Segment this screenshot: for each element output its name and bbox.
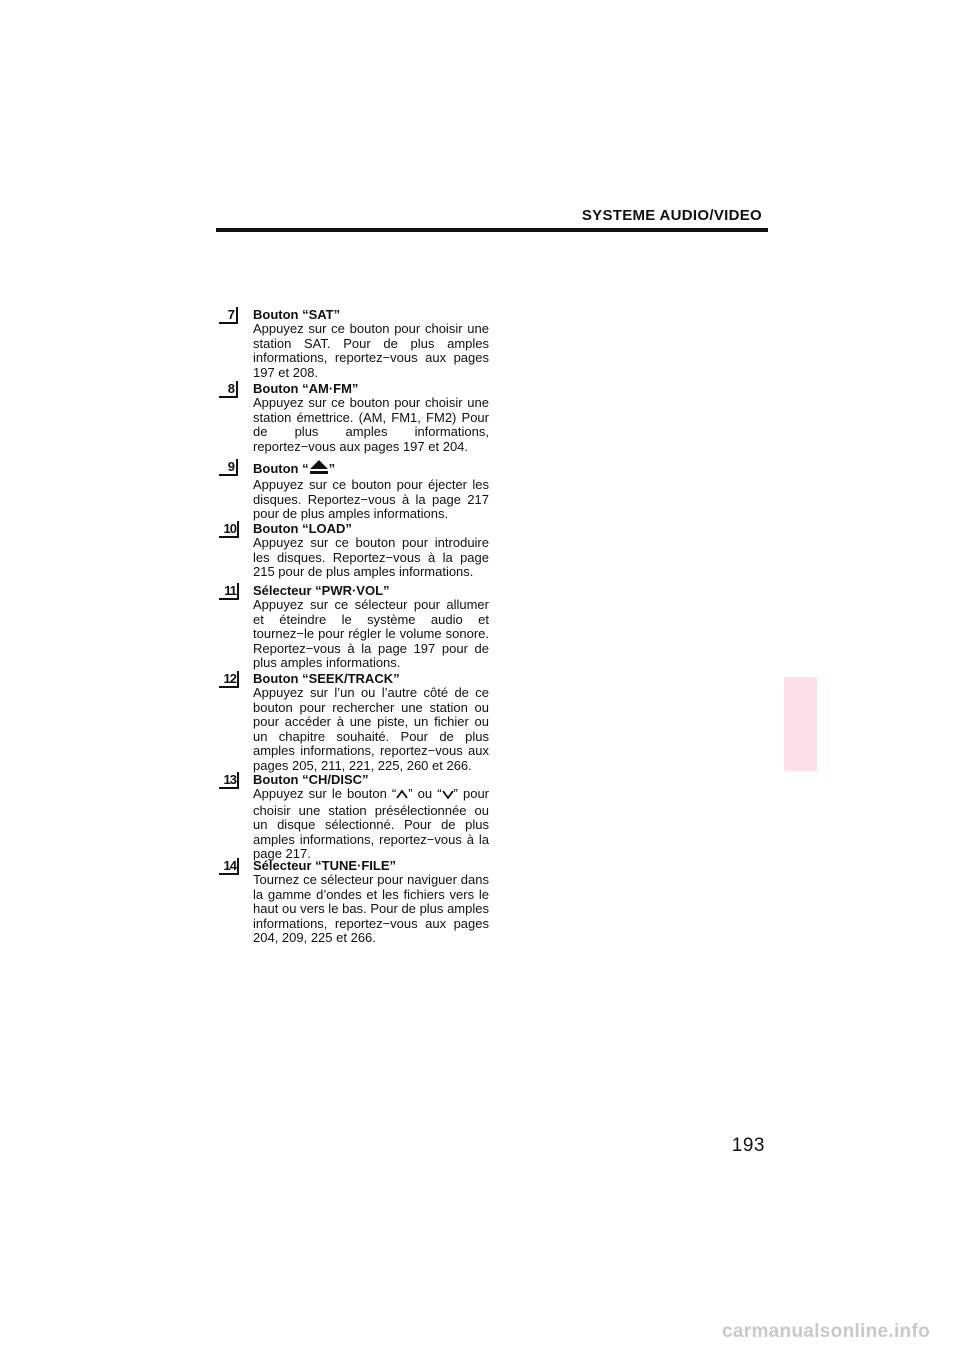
entry-pwr-vol	[219, 583, 489, 671]
body-part: pour choisir une station présélectionnée ou un disque sélectionné. Pour de plus amples informations, reportez−vous à la page 217.	[253, 786, 490, 862]
entry-title: Sélecteur “TUNE·FILE”	[253, 858, 397, 873]
body-part: Appuyez sur le bouton “	[253, 786, 397, 801]
entry-title-prefix: Bouton “	[253, 461, 309, 476]
entry-title: Bouton “AM·FM”	[253, 381, 359, 396]
entry-title: Bouton “SEEK/TRACK”	[253, 671, 400, 686]
entry-description: Appuyez sur l’un ou l’autre côté de ce bouton pour rechercher une station ou pour accéder à une piste, un fichier ou un chapitre souhaité. Pour de plus amples informations, reportez−vous aux pages 205, 211, 221, 225, 260 et 266.	[253, 685, 489, 773]
entry-sat	[219, 307, 489, 380]
entry-description: Tournez ce sélecteur pour naviguer dans la gamme d’ondes et les fichiers vers le haut ou vers le bas. Pour de plus amples informations, reportez−vous aux pages 204, 209, 225 et 266.	[253, 872, 489, 946]
entry-title: Bouton “CH/DISC”	[253, 772, 369, 787]
header-rule	[216, 228, 768, 232]
entry-title: Bouton “SAT”	[253, 307, 341, 322]
entry-title: Bouton “LOAD”	[253, 521, 352, 536]
entry-title	[253, 459, 489, 478]
entry-description: Appuyez sur ce bouton pour introduire les disques. Reportez−vous à la page 215 pour de plus amples informations.	[253, 535, 489, 580]
entry-eject	[219, 459, 489, 522]
eject-icon	[309, 459, 329, 478]
page-number: 193	[731, 1135, 765, 1156]
section-header-title: SYSTEME AUDIO/VIDEO	[581, 207, 762, 224]
item-number: 8	[219, 381, 238, 398]
body-part: ” ou “	[408, 786, 442, 801]
chevron-down-icon	[442, 789, 454, 804]
entry-description	[253, 787, 489, 862]
entry-description: Appuyez sur ce bouton pour choisir une station SAT. Pour de plus amples informations, reportez−vous aux pages 197 et 208.	[253, 321, 489, 380]
item-number: 9	[219, 459, 238, 476]
item-number: 10	[219, 521, 239, 538]
chapter-side-tab	[784, 677, 817, 771]
entry-description: Appuyez sur ce bouton pour choisir une station émettrice. (AM, FM1, FM2) Pour de plus amples informations, reportez−vous aux pages 197 et 204.	[253, 395, 489, 454]
entry-load	[219, 521, 489, 580]
item-number: 14	[219, 858, 239, 875]
entry-am-fm	[219, 381, 489, 454]
entry-title: Sélecteur “PWR·VOL”	[253, 583, 390, 598]
entry-title-suffix: ”	[328, 461, 336, 476]
watermark: carmanualsonline.info	[722, 1321, 930, 1342]
item-number: 12	[219, 671, 239, 688]
entry-tune-file	[219, 858, 489, 946]
item-number: 11	[219, 583, 239, 600]
item-number: 7	[219, 307, 238, 324]
body-part: ”	[453, 786, 458, 801]
entry-seek-track	[219, 671, 489, 774]
entry-ch-disc	[219, 772, 489, 862]
chevron-up-icon	[396, 789, 408, 804]
entry-description: Appuyez sur ce bouton pour éjecter les disques. Reportez−vous à la page 217 pour de plus amples informations.	[253, 477, 489, 522]
entry-description: Appuyez sur ce sélecteur pour allumer et éteindre le système audio et tournez−le pour régler le volume sonore. Reportez−vous à la page 197 pour de plus amples informations.	[253, 597, 489, 671]
item-number: 13	[219, 772, 239, 789]
